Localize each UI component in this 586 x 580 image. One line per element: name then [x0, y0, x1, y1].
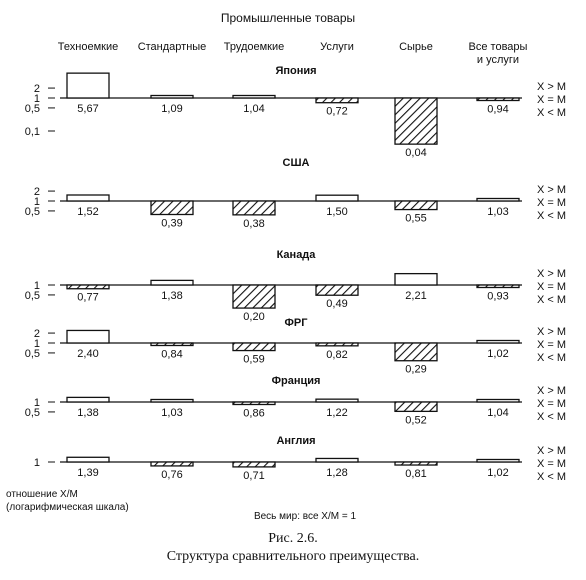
country-title: Англия — [276, 435, 316, 447]
category-label-стандартные: Стандартные — [137, 41, 207, 53]
bar-техноемкие — [67, 195, 109, 201]
category-label-трудоемкие: Трудоемкие — [223, 41, 285, 53]
bar-все-товары — [477, 341, 519, 344]
figure-title: Структура сравнительного преимущества. — [166, 549, 420, 564]
tick-label: 2 — [33, 186, 40, 199]
bar-сырье — [395, 462, 437, 465]
bar-стандартные — [151, 400, 193, 403]
value-label: 1,38 — [161, 290, 183, 302]
relation-label: X = M — [537, 339, 567, 351]
category-label-все-товары: Все товары — [468, 41, 528, 53]
tick-label: 1 — [33, 338, 40, 350]
bar-все-товары — [477, 98, 519, 101]
scale-note-line: отношение X/M — [6, 489, 78, 500]
footer-center: Весь мир: все X/M = 1 — [253, 511, 357, 522]
bar-сырье — [395, 201, 437, 210]
relation-label: X = M — [537, 398, 567, 410]
value-label: 1,03 — [487, 206, 509, 218]
relation-label: X > M — [537, 445, 567, 457]
chart-header: Промышленные товары — [220, 11, 356, 25]
bar-все-товары — [477, 460, 519, 463]
bar-техноемкие — [67, 397, 109, 402]
value-label: 0,84 — [161, 348, 183, 361]
value-label: 1,50 — [326, 206, 348, 218]
tick-label: 2 — [33, 83, 40, 96]
relation-label: X < M — [537, 210, 567, 222]
scale-note-line: (логарифмическая шкала) — [6, 502, 129, 513]
value-label: 1,22 — [326, 407, 348, 419]
value-label: 0,81 — [405, 468, 427, 481]
bar-стандартные — [151, 343, 193, 346]
relation-label: X < M — [537, 352, 567, 364]
value-label: 0,39 — [161, 217, 183, 230]
bar-все-товары — [477, 400, 519, 403]
bar-техноемкие — [67, 285, 109, 289]
value-label: 1,04 — [243, 103, 265, 115]
bar-трудоемкие — [233, 462, 275, 467]
tick-label: 0,5 — [24, 406, 40, 419]
category-headers — [58, 41, 528, 66]
bar-трудоемкие — [233, 285, 275, 308]
tick-label: 0,5 — [24, 347, 40, 360]
country-title: ФРГ — [284, 317, 308, 329]
tick-label: 0,5 — [24, 289, 40, 302]
value-label: 0,59 — [243, 353, 265, 366]
bar-услуги — [316, 98, 358, 103]
tick-label: 1 — [33, 397, 40, 409]
value-label: 1,39 — [77, 467, 99, 479]
relation-label: X > M — [537, 326, 567, 338]
tick-label: 1 — [33, 196, 40, 208]
value-label: 0,38 — [243, 217, 265, 230]
relation-label: X < M — [537, 411, 567, 423]
tick-label: 1 — [33, 280, 40, 292]
panel-4 — [25, 375, 566, 426]
tick-label: 0,1 — [24, 126, 40, 138]
category-label-сырье: Сырье — [399, 41, 433, 53]
relation-label: X = M — [537, 458, 567, 470]
value-label: 0,76 — [161, 468, 183, 481]
country-title: Япония — [275, 65, 317, 77]
bar-стандартные — [151, 96, 193, 99]
category-label-техноемкие: Техноемкие — [57, 41, 119, 53]
value-label: 1,02 — [487, 467, 509, 479]
tick-label: 0,5 — [24, 102, 40, 115]
bar-услуги — [316, 399, 358, 402]
bar-услуги — [316, 343, 358, 346]
value-label: 1,38 — [77, 407, 99, 419]
value-label: 1,04 — [487, 407, 509, 419]
bar-трудоемкие — [233, 343, 275, 351]
value-label: 1,03 — [161, 407, 183, 419]
relation-label: X = M — [537, 197, 567, 209]
bar-все-товары — [477, 199, 519, 202]
category-label-все-товары: и услуги — [476, 54, 520, 66]
value-label: 0,77 — [77, 291, 99, 304]
bar-сырье — [395, 402, 437, 411]
relation-label: X > M — [537, 184, 567, 196]
value-label: 1,28 — [326, 467, 348, 479]
value-label: 0,71 — [243, 469, 265, 482]
value-label: 0,86 — [243, 407, 265, 420]
bar-услуги — [316, 195, 358, 201]
bar-все-товары — [477, 285, 519, 288]
relation-label: X = M — [537, 94, 567, 106]
value-label: 2,21 — [405, 290, 427, 302]
tick-label: 1 — [33, 457, 40, 469]
value-label: 0,82 — [326, 348, 348, 361]
bar-техноемкие — [67, 330, 109, 343]
value-label: 1,02 — [487, 348, 509, 360]
value-label: 1,09 — [161, 103, 183, 115]
relation-label: X > M — [537, 385, 567, 397]
value-label: 0,93 — [487, 290, 509, 303]
bar-техноемкие — [67, 73, 109, 98]
figure-number: Рис. 2.6. — [268, 531, 318, 546]
panel-3 — [25, 317, 566, 376]
bar-стандартные — [151, 462, 193, 466]
relation-label: X < M — [537, 107, 567, 119]
relation-label: X > M — [537, 268, 567, 280]
value-label: 2,40 — [77, 348, 99, 360]
bar-стандартные — [151, 201, 193, 214]
panel-5 — [34, 435, 566, 483]
country-title: США — [282, 157, 310, 169]
value-label: 0,49 — [326, 298, 348, 311]
bar-услуги — [316, 458, 358, 462]
panel-1 — [25, 157, 566, 230]
value-label: 0,94 — [487, 103, 509, 116]
value-label: 1,52 — [77, 206, 99, 218]
bar-трудоемкие — [233, 402, 275, 405]
tick-label: 1 — [33, 93, 40, 105]
bar-техноемкие — [67, 457, 109, 462]
value-label: 0,04 — [405, 147, 427, 160]
relation-label: X = M — [537, 281, 567, 293]
value-label: 0,20 — [243, 311, 265, 324]
country-title: Франция — [271, 375, 321, 387]
bar-сырье — [395, 343, 437, 361]
relation-label: X > M — [537, 81, 567, 93]
value-label: 0,52 — [405, 414, 427, 427]
bar-трудоемкие — [233, 96, 275, 99]
footer-left — [6, 489, 129, 513]
bar-стандартные — [151, 280, 193, 285]
bar-сырье — [395, 98, 437, 144]
bar-трудоемкие — [233, 201, 275, 215]
category-label-услуги: Услуги — [320, 41, 354, 53]
country-panels — [25, 65, 566, 483]
panel-2 — [25, 249, 566, 323]
value-label: 0,72 — [326, 105, 348, 118]
bar-сырье — [395, 274, 437, 285]
bar-услуги — [316, 285, 358, 295]
panel-0 — [25, 65, 566, 159]
tick-label: 2 — [33, 328, 40, 341]
tick-label: 0,5 — [24, 205, 40, 218]
value-label: 0,29 — [405, 363, 427, 376]
relation-label: X < M — [537, 471, 567, 483]
relation-label: X < M — [537, 294, 567, 306]
value-label: 0,55 — [405, 212, 427, 225]
country-title: Канада — [276, 249, 316, 261]
value-label: 5,67 — [77, 103, 99, 115]
